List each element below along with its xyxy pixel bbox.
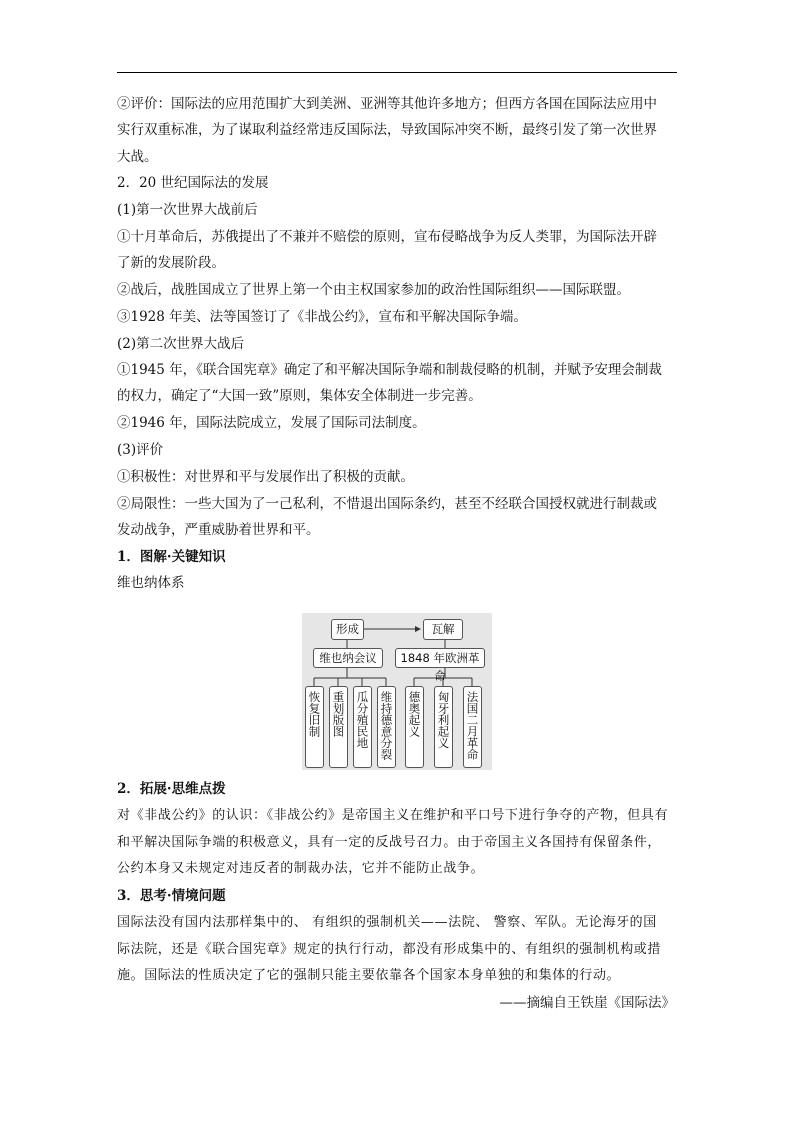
text-line: 国际法没有国内法那样集中的、 有组织的强制机关——法院、 警察、军队。无论海牙的国 bbox=[117, 915, 657, 930]
collapse-box: 瓦解 bbox=[423, 619, 463, 640]
text-line: ①十月革命后，苏俄提出了不兼并不赔偿的原则，宣布侵略战争为反人类罪，为国际法开辟 bbox=[117, 229, 657, 245]
leaf-hungarian-uprising: 匈牙利起义 bbox=[434, 686, 453, 768]
diagram-title: 维也纳体系 bbox=[117, 575, 185, 591]
text-line: ②评价：国际法的应用范围扩大到美洲、亚洲等其他许多地方；但西方各国在国际法应用中 bbox=[117, 96, 657, 112]
source-citation: ——摘编自王铁崖《国际法》 bbox=[499, 995, 675, 1011]
text-line: 际法院，还是《联合国宪章》规定的执行行动，都没有形成集中的、有组织的强制机构或措 bbox=[117, 942, 662, 957]
text-line: 公约本身又未规定对违反者的制裁办法，它并不能防止战争。 bbox=[117, 861, 485, 876]
leaf-french-february-revolution: 法国二月革命 bbox=[463, 686, 482, 768]
text-line: ①积极性：对世界和平与发展作出了积极的贡献。 bbox=[117, 469, 414, 485]
leaf-german-austrian-uprising: 德奥起义 bbox=[405, 686, 424, 768]
section-heading: 2．拓展·思维点拨 bbox=[117, 781, 226, 797]
subsection-heading: (2)第二次世界大战后 bbox=[117, 336, 245, 352]
text-line: 实行双重标准，为了谋取利益经常违反国际法，导致国际冲突不断，最终引发了第一次世界 bbox=[117, 122, 657, 138]
text-line: 对《非战公约》的认识：《非战公约》是帝国主义在维护和平口号下进行争夺的产物，但具有 bbox=[117, 808, 669, 823]
vienna-congress-box: 维也纳会议 bbox=[313, 648, 383, 668]
text-line: 和平解决国际争端的积极意义，具有一定的反战号召力。由于帝国主义各国持有保留条件， bbox=[117, 835, 662, 850]
text-line: 施。国际法的性质决定了它的强制只能主要依靠各个国家本身单独的和集体的行动。 bbox=[117, 968, 621, 983]
text-line: ②局限性：一些大国为了一己私利，不惜退出国际条约，甚至不经联合国授权就进行制裁或 bbox=[117, 496, 657, 512]
section-heading: 1．图解·关键知识 bbox=[117, 549, 226, 565]
text-line: ①1945 年，《联合国宪章》确定了和平解决国际争端和制裁侵略的机制，并赋予安理会制裁 bbox=[117, 362, 662, 378]
text-line: 发动战争，严重威胁着世界和平。 bbox=[117, 522, 320, 538]
text-line: ②战后，战胜国成立了世界上第一个由主权国家参加的政治性国际组织——国际联盟。 bbox=[117, 282, 630, 298]
leaf-redraw-map: 重划版图 bbox=[329, 686, 348, 768]
text-line: 大战。 bbox=[117, 149, 158, 165]
section-heading: 3．思考·情境问题 bbox=[117, 888, 226, 904]
section-heading: 2．20 世纪国际法的发展 bbox=[117, 175, 269, 191]
subsection-heading: (3)评价 bbox=[117, 442, 164, 458]
leaf-divide-colonies: 瓜分殖民地 bbox=[353, 686, 372, 768]
vienna-system-diagram bbox=[302, 613, 492, 770]
formation-box: 形成 bbox=[331, 619, 364, 640]
text-line: ②1946 年，国际法院成立，发展了国际司法制度。 bbox=[117, 415, 426, 431]
subsection-heading: (1)第一次世界大战前后 bbox=[117, 202, 258, 218]
revolution-1848-box: 1848 年欧洲革命 bbox=[395, 648, 485, 668]
text-line: 的权力，确定了“大国一致”原则，集体安全体制进一步完善。 bbox=[117, 388, 482, 404]
text-line: 了新的发展阶段。 bbox=[117, 255, 225, 271]
leaf-restore-old-system: 恢复旧制 bbox=[305, 686, 324, 768]
text-line: ③1928 年美、法等国签订了《非战公约》，宣布和平解决国际争端。 bbox=[117, 309, 527, 325]
header-rule bbox=[117, 72, 677, 73]
leaf-keep-germany-italy-divided: 维持德意分裂 bbox=[377, 686, 396, 768]
